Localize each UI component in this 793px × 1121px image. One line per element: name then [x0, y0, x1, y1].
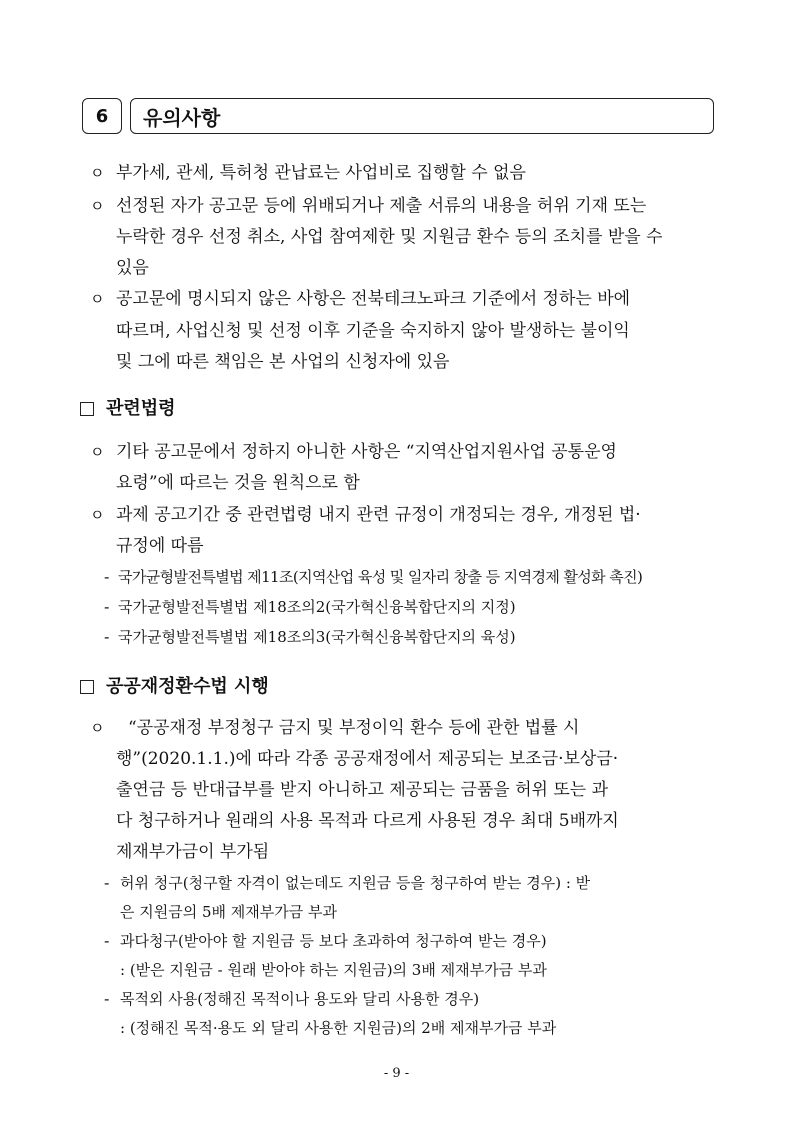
law-subitem-3: 국가균형발전특별법 제18조의3(국가혁신융복합단지의 육성): [118, 628, 516, 646]
intro-item-1-line-1: 부가세, 관세, 특허청 관납료는 사업비로 집행할 수 없음: [116, 163, 526, 183]
bullet-3: ㅇ: [90, 290, 105, 308]
section-number: 6: [82, 98, 122, 134]
dash-2: -: [104, 597, 110, 616]
checkbox-square-icon: [80, 402, 94, 416]
intro-item-3-line-2: 따르며, 사업신청 및 선정 이후 기준을 숙지하지 않아 발생하는 불이익: [116, 321, 630, 341]
section-title: 유의사항: [130, 98, 714, 134]
recovery-subitem-2-line-1: 과다청구(받아야 할 지원금 등 보다 초과하여 청구하여 받는 경우): [120, 932, 547, 950]
law-heading: [80, 398, 176, 420]
recovery-item-line-5: 제재부가금이 부가됨: [116, 842, 270, 862]
recovery-subitem-1-line-1: 허위 청구(청구할 자격이 없는데도 지원금 등을 청구하여 받는 경우) : 받: [120, 874, 591, 892]
bullet-2: ㅇ: [90, 197, 105, 215]
bullet-5: ㅇ: [90, 506, 105, 524]
recovery-subitem-2-line-2: : (받은 지원금 - 원래 받아야 하는 지원금)의 3배 제재부가금 부과: [120, 961, 547, 979]
recovery-subitem-3-line-2: : (정해진 목적·용도 외 달리 사용한 지원금)의 2배 제재부가금 부과: [120, 1019, 557, 1037]
recovery-item-line-4: 다 청구하거나 원래의 사용 목적과 다르게 사용된 경우 최대 5배까지: [116, 811, 619, 831]
law-subitem-2: 국가균형발전특별법 제18조의2(국가혁신융복합단지의 지정): [118, 598, 516, 616]
dash-4: -: [104, 873, 110, 892]
recovery-heading-text: 공공재정환수법 시행: [106, 676, 269, 697]
recovery-item-line-3: 출연금 등 반대급부를 받지 아니하고 제공되는 금품을 허위 또는 과: [116, 780, 609, 800]
bullet-1: ㅇ: [90, 164, 105, 182]
bullet-6: ㅇ: [90, 719, 105, 737]
recovery-item-line-2: 행”(2020.1.1.)에 따라 각종 공공재정에서 제공되는 보조금·보상금·: [116, 749, 619, 769]
dash-1: -: [104, 567, 110, 586]
intro-item-2-line-2: 누락한 경우 선정 취소, 사업 참여제한 및 지원금 환수 등의 조치를 받을 수: [116, 227, 663, 247]
law-item-1-line-2: 요령”에 따르는 것을 원칙으로 함: [116, 473, 360, 493]
recovery-subitem-1-line-2: 은 지원금의 5배 제재부가금 부과: [120, 903, 337, 921]
bullet-4: ㅇ: [90, 443, 105, 461]
dash-6: -: [104, 989, 110, 1008]
checkbox-square-icon: [80, 680, 94, 694]
law-item-1-line-1: 기타 공고문에서 정하지 아니한 사항은 “지역산업지원사업 공통운영: [116, 442, 617, 462]
recovery-heading: [80, 676, 269, 698]
dash-3: -: [104, 627, 110, 646]
recovery-subitem-3-line-1: 목적외 사용(정해진 목적이나 용도와 달리 사용한 경우): [120, 990, 480, 1008]
law-item-2-line-1: 과제 공고기간 중 관련법령 내지 관련 규정이 개정되는 경우, 개정된 법·: [116, 505, 641, 525]
page-number: - 9 -: [383, 1066, 410, 1081]
intro-item-3-line-3: 및 그에 따른 책임은 본 사업의 신청자에 있음: [116, 352, 450, 372]
recovery-item-line-1: “공공재정 부정청구 금지 및 부정이익 환수 등에 관한 법률 시: [128, 718, 580, 738]
dash-5: -: [104, 931, 110, 950]
law-subitem-1: 국가균형발전특별법 제11조(지역산업 육성 및 일자리 창출 등 지역경제 활성화 촉진): [118, 568, 643, 586]
intro-item-3-line-1: 공고문에 명시되지 않은 사항은 전북테크노파크 기준에서 정하는 바에: [116, 289, 631, 309]
law-heading-text: 관련법령: [106, 398, 176, 419]
intro-item-2-line-3: 있음: [116, 258, 149, 278]
law-item-2-line-2: 규정에 따름: [116, 536, 204, 556]
intro-item-2-line-1: 선정된 자가 공고문 등에 위배되거나 제출 서류의 내용을 허위 기재 또는: [116, 196, 647, 216]
